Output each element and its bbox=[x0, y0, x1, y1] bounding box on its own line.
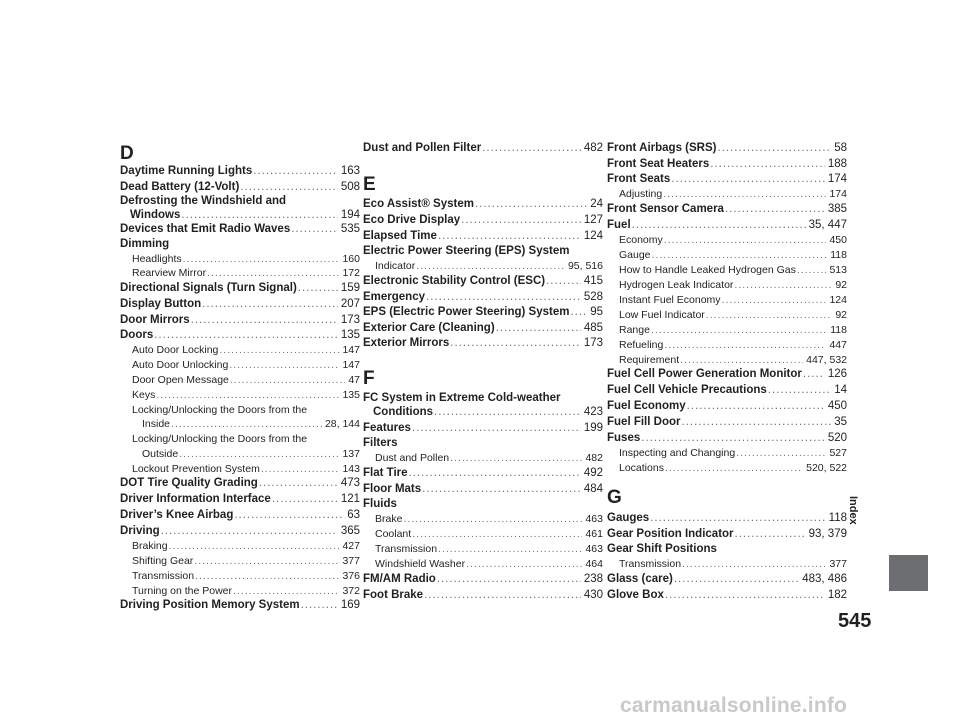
index-subentry[interactable]: Transmission ..... 376 bbox=[132, 569, 360, 583]
index-entry[interactable]: Front Sensor Camera ..... 385 bbox=[607, 202, 847, 216]
index-subentry[interactable]: Turning on the Power ..... 372 bbox=[132, 584, 360, 598]
index-entry[interactable]: Foot Brake ..... 430 bbox=[363, 588, 603, 602]
index-entry[interactable]: Directional Signals (Turn Signal) ..... 159 bbox=[120, 281, 360, 295]
index-subentry[interactable]: Requirement ..... 447, 532 bbox=[619, 353, 847, 367]
index-subentry[interactable]: Door Open Message ..... 47 bbox=[132, 373, 360, 387]
index-entry[interactable]: Front Seats ..... 174 bbox=[607, 172, 847, 186]
index-subentry[interactable]: Adjusting ..... 174 bbox=[619, 187, 847, 201]
index-entry[interactable]: Floor Mats ..... 484 bbox=[363, 482, 603, 496]
index-entry[interactable]: Driving Position Memory System ..... 169 bbox=[120, 598, 360, 612]
index-entry[interactable]: Emergency ..... 528 bbox=[363, 290, 603, 304]
index-subentry[interactable]: Refueling ..... 447 bbox=[619, 338, 847, 352]
index-subentry[interactable]: Rearview Mirror ..... 172 bbox=[132, 266, 360, 280]
index-subentry[interactable]: Outside ..... 137 bbox=[142, 447, 360, 461]
index-subentry[interactable]: Headlights ..... 160 bbox=[132, 252, 360, 266]
index-subentry[interactable]: Auto Door Unlocking ..... 147 bbox=[132, 358, 360, 372]
index-entry[interactable]: Dust and Pollen Filter ..... 482 bbox=[363, 141, 603, 155]
section-letter-g: G bbox=[607, 487, 622, 508]
index-entry[interactable]: Exterior Mirrors ..... 173 bbox=[363, 336, 603, 350]
index-entry[interactable]: Fuel Fill Door ..... 35 bbox=[607, 415, 847, 429]
index-side-label: Index bbox=[847, 496, 859, 525]
index-entry[interactable]: Fuses ..... 520 bbox=[607, 431, 847, 445]
index-entry[interactable]: Exterior Care (Cleaning) ..... 485 bbox=[363, 321, 603, 335]
index-subentry[interactable]: Locations ..... 520, 522 bbox=[619, 461, 847, 475]
index-entry: Fluids bbox=[363, 498, 397, 510]
index-entry[interactable]: Devices that Emit Radio Waves ..... 535 bbox=[120, 222, 360, 236]
index-entry[interactable]: Glass (care) ..... 483, 486 bbox=[607, 572, 847, 586]
index-entry[interactable]: Dead Battery (12-Volt) ..... 508 bbox=[120, 180, 360, 194]
index-subentry[interactable]: Inside ..... 28, 144 bbox=[142, 417, 360, 431]
index-entry[interactable]: Eco Drive Display ..... 127 bbox=[363, 213, 603, 227]
index-entry[interactable]: Glove Box ..... 182 bbox=[607, 588, 847, 602]
index-entry[interactable]: Flat Tire ..... 492 bbox=[363, 466, 603, 480]
index-entry[interactable]: Driver Information Interface ..... 121 bbox=[120, 492, 360, 506]
index-entry[interactable]: Windows ..... 194 bbox=[130, 208, 360, 222]
index-entry[interactable]: Electronic Stability Control (ESC) ..... 415 bbox=[363, 274, 603, 288]
index-subentry[interactable]: Coolant ..... 461 bbox=[375, 527, 603, 541]
index-entry[interactable]: Fuel Economy ..... 450 bbox=[607, 399, 847, 413]
index-subentry[interactable]: How to Handle Leaked Hydrogen Gas ..... 513 bbox=[619, 263, 847, 277]
index-subentry[interactable]: Shifting Gear ..... 377 bbox=[132, 554, 360, 568]
index-entry: Defrosting the Windshield and bbox=[120, 195, 287, 207]
index-subentry[interactable]: Gauge ..... 118 bbox=[619, 248, 847, 262]
index-subentry[interactable]: Auto Door Locking ..... 147 bbox=[132, 343, 360, 357]
index-entry[interactable]: Conditions ..... 423 bbox=[373, 405, 603, 419]
index-subentry[interactable]: Inspecting and Changing ..... 527 bbox=[619, 446, 847, 460]
index-entry[interactable]: Gear Position Indicator ..... 93, 379 bbox=[607, 527, 847, 541]
index-subentry[interactable]: Brake ..... 463 bbox=[375, 512, 603, 526]
index-subentry[interactable]: Hydrogen Leak Indicator ..... 92 bbox=[619, 278, 847, 292]
index-subentry: Locking/Unlocking the Doors from the bbox=[132, 404, 308, 416]
index-entry[interactable]: Display Button ..... 207 bbox=[120, 297, 360, 311]
index-entry[interactable]: Front Airbags (SRS) ..... 58 bbox=[607, 141, 847, 155]
index-entry[interactable]: Daytime Running Lights ..... 163 bbox=[120, 164, 360, 178]
index-entry: Electric Power Steering (EPS) System bbox=[363, 245, 570, 257]
index-entry[interactable]: Fuel Cell Power Generation Monitor ..... 126 bbox=[607, 367, 847, 381]
index-subentry[interactable]: Instant Fuel Economy ..... 124 bbox=[619, 293, 847, 307]
index-entry[interactable]: Front Seat Heaters ..... 188 bbox=[607, 157, 847, 171]
section-letter-e: E bbox=[363, 174, 376, 195]
index-subentry[interactable]: Windshield Washer ..... 464 bbox=[375, 557, 603, 571]
index-entry[interactable]: Eco Assist® System ..... 24 bbox=[363, 197, 603, 211]
index-entry[interactable]: Doors ..... 135 bbox=[120, 328, 360, 342]
index-subentry[interactable]: Braking ..... 427 bbox=[132, 539, 360, 553]
index-entry[interactable]: DOT Tire Quality Grading ..... 473 bbox=[120, 476, 360, 490]
index-subentry[interactable]: Lockout Prevention System ..... 143 bbox=[132, 462, 360, 476]
index-subentry[interactable]: Indicator ..... 95, 516 bbox=[375, 259, 603, 273]
index-entry[interactable]: Fuel ..... 35, 447 bbox=[607, 218, 847, 232]
index-entry[interactable]: Elapsed Time ..... 124 bbox=[363, 229, 603, 243]
index-entry: FC System in Extreme Cold-weather bbox=[363, 392, 561, 404]
index-entry[interactable]: Gauges ..... 118 bbox=[607, 511, 847, 525]
index-tab bbox=[889, 555, 928, 591]
index-subentry[interactable]: Dust and Pollen ..... 482 bbox=[375, 451, 603, 465]
index-subentry[interactable]: Transmission ..... 377 bbox=[619, 557, 847, 571]
index-entry[interactable]: FM/AM Radio ..... 238 bbox=[363, 572, 603, 586]
index-subentry[interactable]: Range ..... 118 bbox=[619, 323, 847, 337]
watermark: carmanualsonline.info bbox=[620, 694, 848, 717]
index-entry[interactable]: EPS (Electric Power Steering) System ..... 95 bbox=[363, 305, 603, 319]
index-entry[interactable]: Driving ..... 365 bbox=[120, 524, 360, 538]
index-entry: Filters bbox=[363, 437, 398, 449]
index-subentry[interactable]: Economy ..... 450 bbox=[619, 233, 847, 247]
section-letter-f: F bbox=[363, 368, 375, 389]
index-entry[interactable]: Features ..... 199 bbox=[363, 421, 603, 435]
index-subentry[interactable]: Keys ..... 135 bbox=[132, 388, 360, 402]
index-entry[interactable]: Door Mirrors ..... 173 bbox=[120, 313, 360, 327]
index-subentry[interactable]: Transmission ..... 463 bbox=[375, 542, 603, 556]
index-entry[interactable]: Driver’s Knee Airbag ..... 63 bbox=[120, 508, 360, 522]
section-letter-d: D bbox=[120, 143, 134, 164]
page-number: 545 bbox=[838, 610, 872, 632]
index-entry: Dimming bbox=[120, 238, 170, 250]
index-entry: Gear Shift Positions bbox=[607, 543, 717, 555]
index-subentry: Locking/Unlocking the Doors from the bbox=[132, 433, 308, 445]
index-entry[interactable]: Fuel Cell Vehicle Precautions ..... 14 bbox=[607, 383, 847, 397]
index-subentry[interactable]: Low Fuel Indicator ..... 92 bbox=[619, 308, 847, 322]
